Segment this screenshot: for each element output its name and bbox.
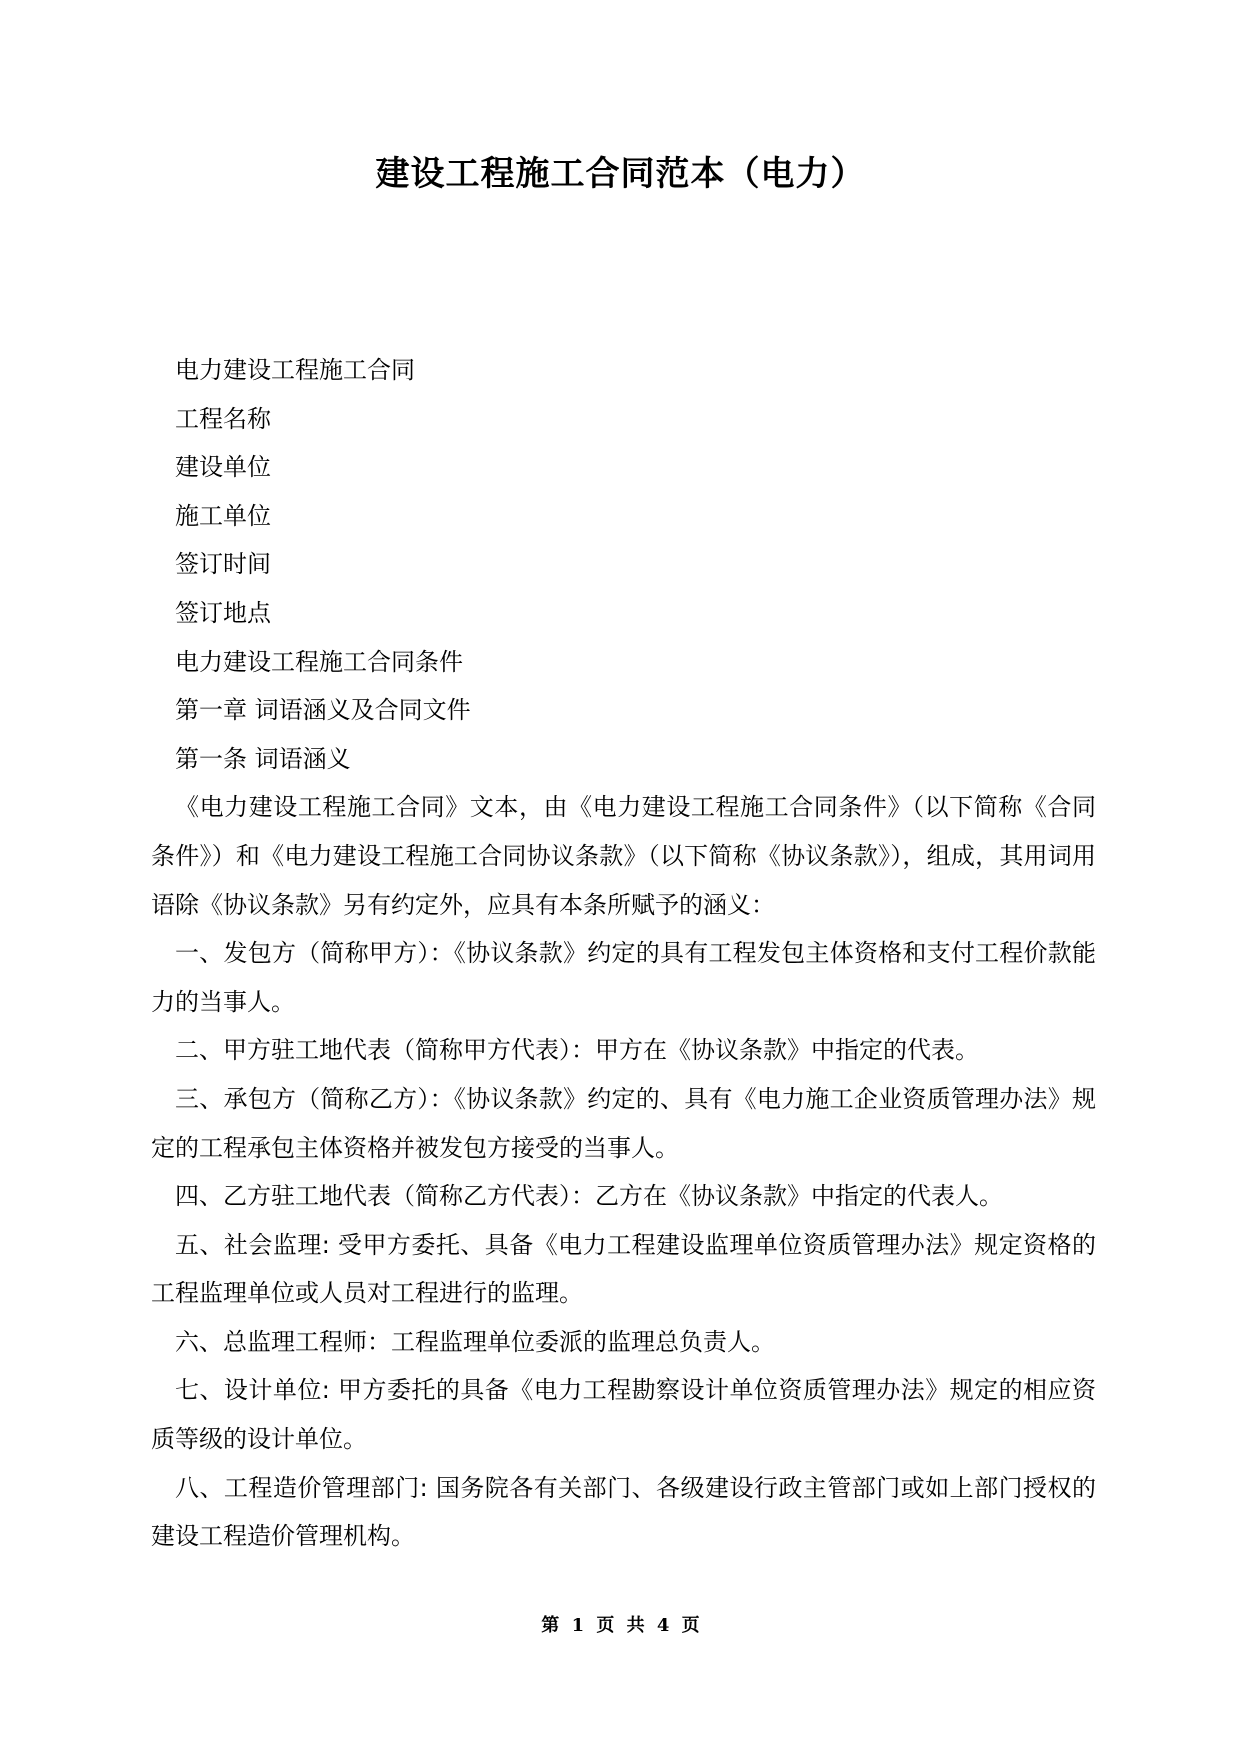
definition-item: 六、总监理工程师：工程监理单位委派的监理总负责人。 [175, 1327, 775, 1356]
intro-paragraph: 《电力建设工程施工合同》文本，由《电力建设工程施工合同条件》（以下简称《合同条件》）和《电力建设工程施工合同协议条款》（以下简称《协议条款》），组成，其用词用语除《协议条款》另有约定外，应具有本条所赋予的涵义： [151, 793, 1096, 919]
definition-item: 四、乙方驻工地代表（简称乙方代表）：乙方在《协议条款》中指定的代表人。 [175, 1182, 1003, 1211]
page-number: 第 1 页 共 4 页 [541, 1615, 700, 1636]
owner-unit-field-label: 建设单位 [175, 453, 271, 482]
signing-place-field-label: 签订地点 [175, 598, 271, 627]
contract-name-line: 电力建设工程施工合同 [175, 356, 415, 384]
definition-item: 二、甲方驻工地代表（简称甲方代表）：甲方在《协议条款》中指定的代表。 [175, 1036, 979, 1065]
signing-time-field-label: 签订时间 [175, 550, 271, 579]
definition-item: 一、发包方（简称甲方）：《协议条款》约定的具有工程发包主体资格和支付工程价款能力的当事人。 [151, 939, 1096, 1016]
definition-item: 八、工程造价管理部门: 国务院各有关部门、各级建设行政主管部门或如上部门授权的建设工程造价管理机构。 [151, 1473, 1096, 1551]
chapter-heading: 第一章 词语涵义及合同文件 [175, 696, 471, 725]
contractor-unit-field-label: 施工单位 [175, 501, 271, 530]
definition-item: 三、承包方（简称乙方）：《协议条款》约定的、具有《电力施工企业资质管理办法》规定的工程承包主体资格并被发包方接受的当事人。 [151, 1084, 1096, 1162]
article-heading: 第一条 词语涵义 [175, 744, 351, 773]
contract-conditions-heading: 电力建设工程施工合同条件 [175, 647, 463, 676]
definition-item: 五、社会监理: 受甲方委托、具备《电力工程建设监理单位资质管理办法》规定资格的工程监理单位或人员对工程进行的监理。 [151, 1230, 1096, 1308]
project-name-field-label: 工程名称 [175, 404, 271, 433]
definition-item: 七、设计单位: 甲方委托的具备《电力工程勘察设计单位资质管理办法》规定的相应资质等级的设计单位。 [151, 1376, 1096, 1454]
document-title: 建设工程施工合同范本（电力） [375, 154, 866, 194]
document-body [151, 346, 1096, 1561]
